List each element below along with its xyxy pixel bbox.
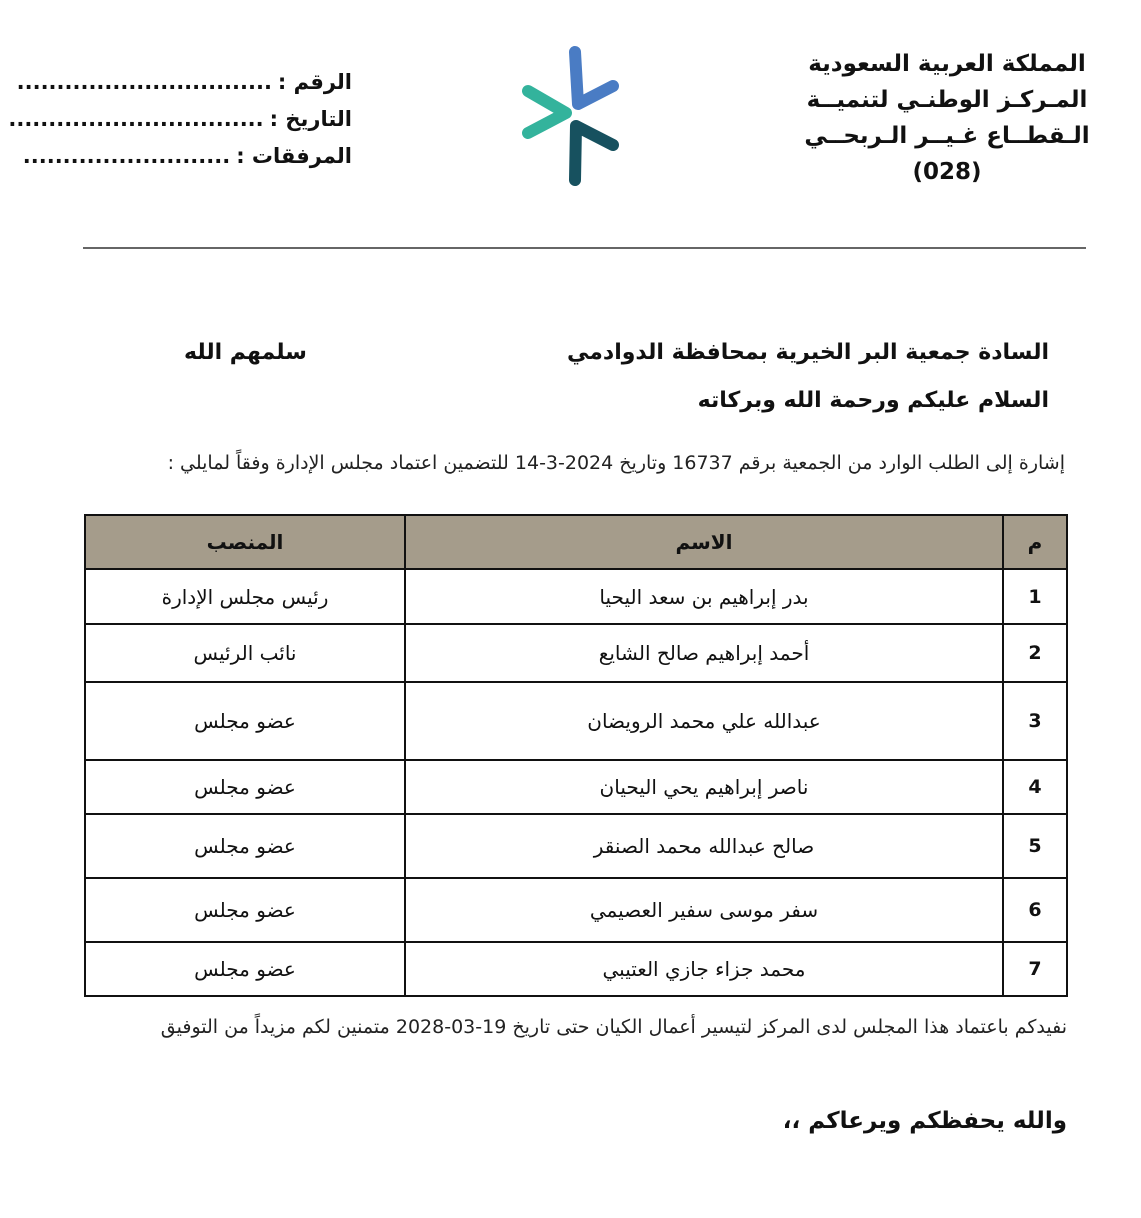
intro-paragraph: إشارة إلى الطلب الوارد من الجمعية برقم 16737 وتاريخ 2024-3-14 للتضمين اعتماد مجلس الإدارة وفقاً لمايلي :	[167, 452, 1065, 474]
org-line-sector: الـقطــاع غـيــر الـربحــي	[804, 123, 1090, 149]
org-line-center: المـركـز الوطنـي لتنميــة	[806, 87, 1088, 113]
row-number: 2	[1003, 624, 1067, 682]
member-name: سفر موسى سفير العصيمي	[405, 878, 1003, 942]
field-attachments-value: ..........................	[22, 144, 231, 168]
field-attachments-label: المرفقات :	[236, 144, 352, 168]
column-header-position: المنصب	[85, 515, 405, 569]
table-row	[85, 760, 1067, 814]
member-name: عبدالله علي محمد الرويضان	[405, 682, 1003, 760]
logo-blue-chevron	[575, 52, 613, 104]
closing-paragraph: نفيدكم باعتماد هذا المجلس لدى المركز لتيسير أعمال الكيان حتى تاريخ 19-03-2028 متمنين لكم مزيداً من التوفيق	[160, 1016, 1067, 1038]
member-position: عضو مجلس	[85, 878, 405, 942]
table-row	[85, 682, 1067, 760]
logo-teal-chevron	[528, 91, 566, 133]
reference-fields	[8, 64, 352, 175]
table-row	[85, 942, 1067, 996]
row-number: 7	[1003, 942, 1067, 996]
member-position: عضو مجلس	[85, 814, 405, 878]
field-date-value: ................................	[8, 107, 264, 131]
table-header-row	[85, 515, 1067, 569]
member-name: بدر إبراهيم بن سعد اليحيا	[405, 569, 1003, 624]
member-name: ناصر إبراهيم يحي اليحيان	[405, 760, 1003, 814]
field-number	[16, 64, 352, 101]
member-position: عضو مجلس	[85, 942, 405, 996]
table-row	[85, 569, 1067, 624]
member-name: صالح عبدالله محمد الصنقر	[405, 814, 1003, 878]
header-divider	[83, 247, 1086, 249]
row-number: 3	[1003, 682, 1067, 760]
org-code: (028)	[912, 159, 982, 185]
field-number-label: الرقم :	[277, 70, 352, 94]
row-number: 4	[1003, 760, 1067, 814]
row-number: 6	[1003, 878, 1067, 942]
member-position: عضو مجلس	[85, 682, 405, 760]
table-row	[85, 878, 1067, 942]
member-position: رئيس مجلس الإدارة	[85, 569, 405, 624]
member-name: أحمد إبراهيم صالح الشايع	[405, 624, 1003, 682]
board-members-table	[84, 514, 1068, 997]
addressee: السادة جمعية البر الخيرية بمحافظة الدوادمي	[567, 340, 1049, 365]
org-line-kingdom: المملكة العربية السعودية	[808, 51, 1086, 77]
table-row	[85, 624, 1067, 682]
field-number-value: ................................	[16, 70, 272, 94]
row-number: 5	[1003, 814, 1067, 878]
member-position: عضو مجلس	[85, 760, 405, 814]
member-position: نائب الرئيس	[85, 624, 405, 682]
member-name: محمد جزاء جازي العتيبي	[405, 942, 1003, 996]
column-header-name: الاسم	[405, 515, 1003, 569]
addressee-suffix: سلمهم الله	[184, 340, 307, 365]
table-row	[85, 814, 1067, 878]
row-number: 1	[1003, 569, 1067, 624]
field-date	[8, 101, 352, 138]
ncnp-logo-icon	[512, 42, 630, 192]
field-date-label: التاريخ :	[269, 107, 352, 131]
logo-dark-chevron	[575, 126, 613, 180]
signoff: والله يحفظكم ويرعاكم ،،	[782, 1108, 1067, 1134]
greeting: السلام عليكم ورحمة الله وبركاته	[697, 388, 1049, 413]
column-header-number: م	[1003, 515, 1067, 569]
field-attachments	[22, 138, 352, 175]
organization-header	[797, 46, 1097, 190]
